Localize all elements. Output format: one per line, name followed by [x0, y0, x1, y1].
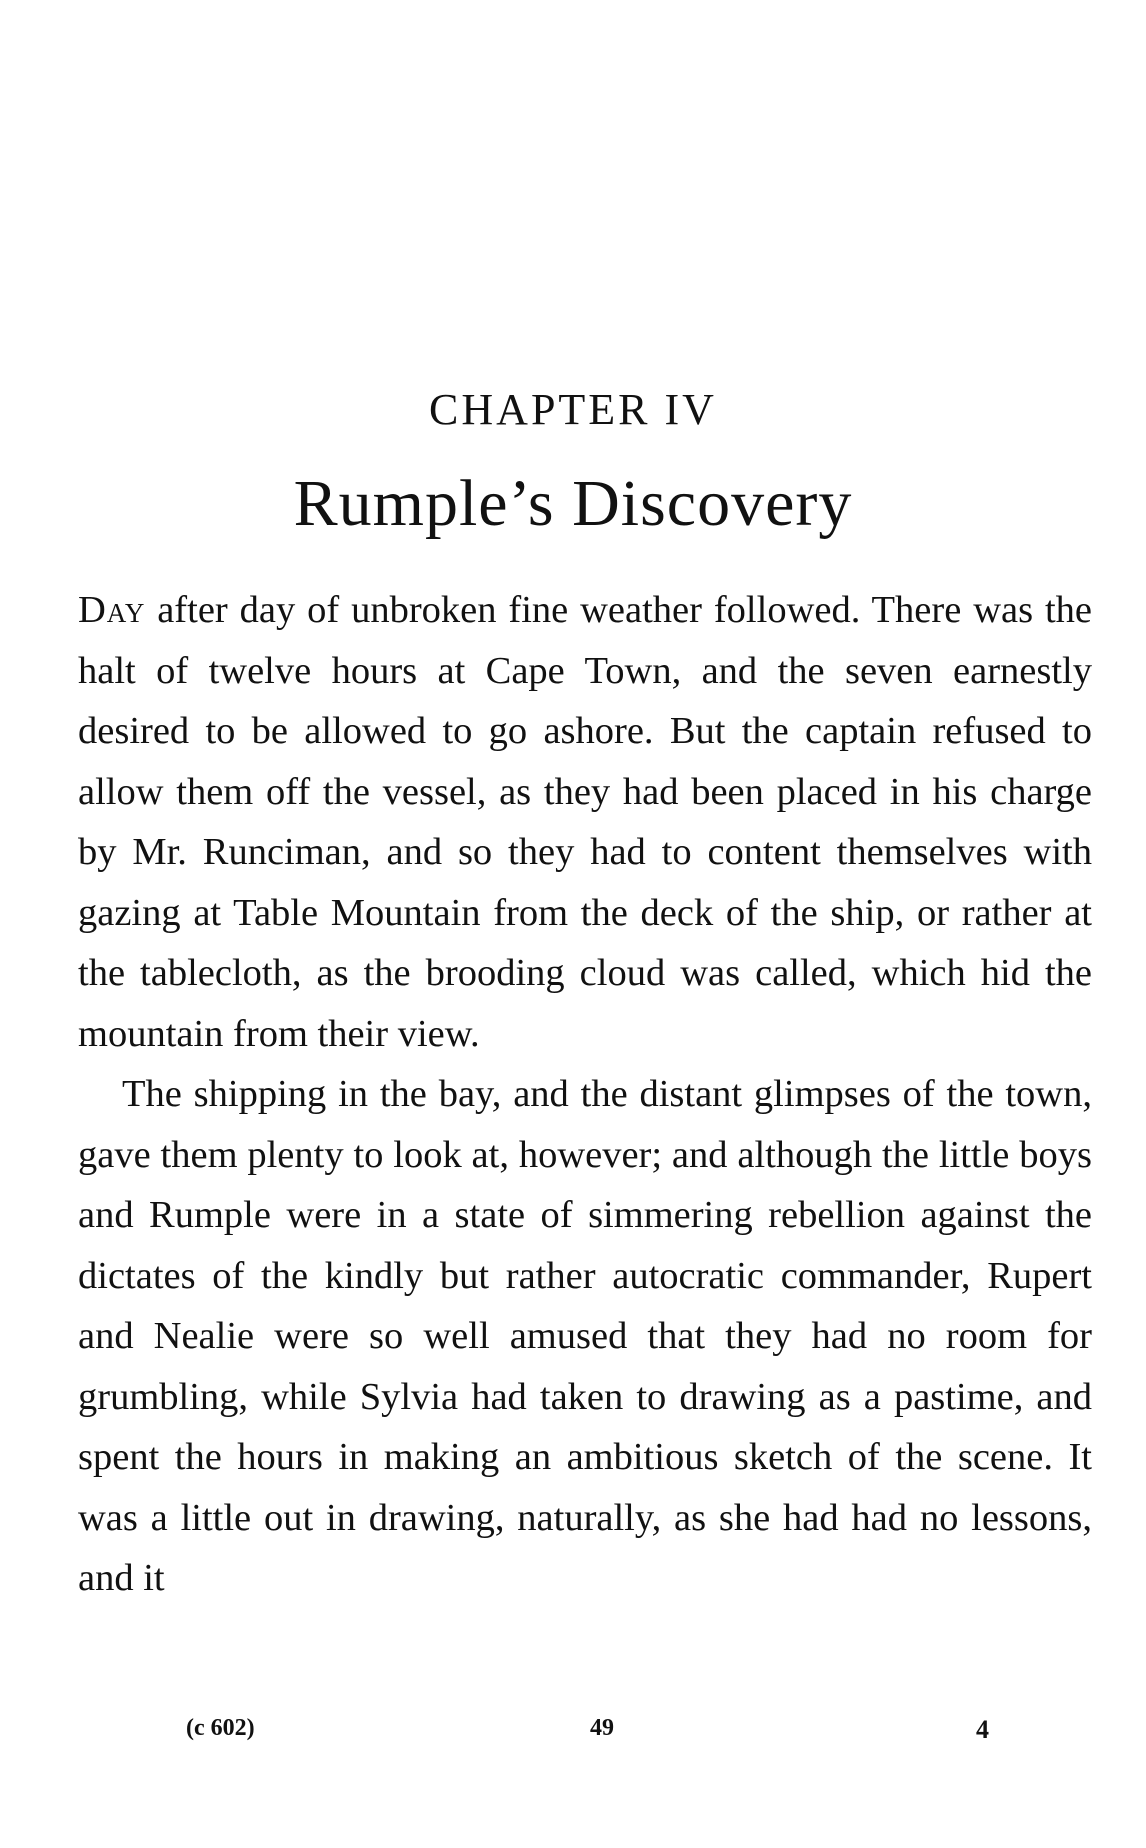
chapter-title: Rumple’s Discovery: [293, 467, 853, 540]
paragraph-1-text: after day of unbroken fine weather followed. There was the halt of twelve hours at Cape Town, and the seven earnestly desired to be allowed to go ashore. But the captain refused to allow them off the vessel, as they had been placed in his charge by Mr. Runciman, and so they had to content themselves with gazing at Table Mountain from the deck of the ship, or rather at the tablecloth, as the brooding cloud was called, which hid the mountain from their view.: [78, 589, 1092, 1055]
page-number: 49: [590, 1715, 614, 1741]
paragraph-1: [78, 580, 1092, 1064]
signature-code: (c 602): [186, 1715, 255, 1741]
paragraph-2: The shipping in the bay, and the distant glimpses of the town, gave them plenty to look at, however; and although the little boys and Rumple were in a state of simmering rebellion against the dictates of the kindly but rather autocratic commander, Rupert and Nealie were so well amused that they had no room for grumbling, while Sylvia had taken to drawing as a pastime, and spent the hours in making an ambitious sketch of the scene. It was a little out in drawing, naturally, as she had had no lessons, and it: [78, 1073, 1092, 1599]
lead-word: Day: [78, 589, 146, 631]
signature-number: 4: [976, 1715, 989, 1744]
page-footer: [0, 1715, 1146, 1755]
chapter-number: CHAPTER IV: [429, 385, 717, 434]
chapter-body: [78, 580, 1092, 1609]
